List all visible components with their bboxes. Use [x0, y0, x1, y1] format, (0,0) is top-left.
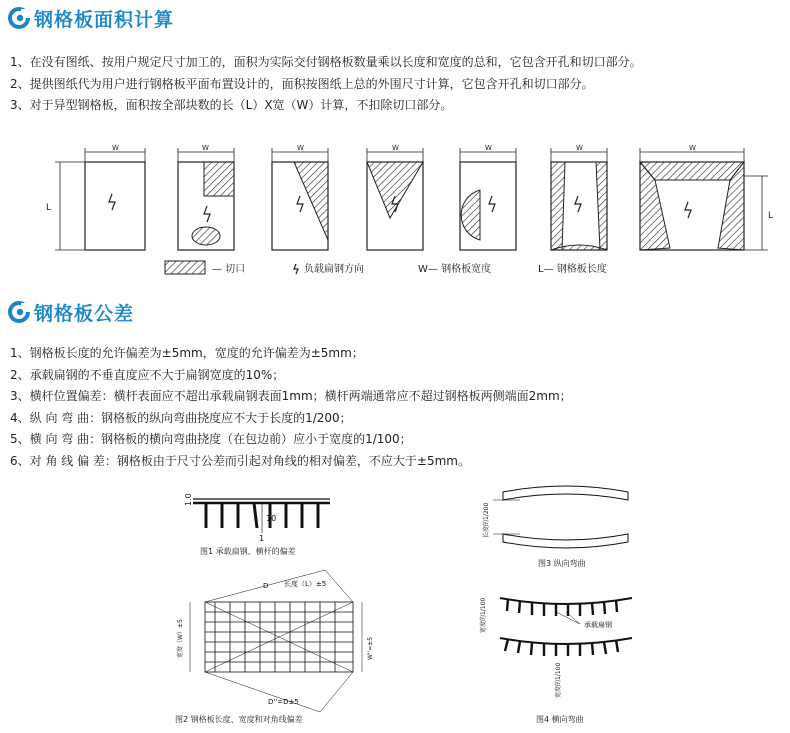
section-title: 钢格板面积计算 — [34, 8, 175, 31]
legend-cut: — 切口 — [212, 264, 246, 275]
list-item: 2、承载扁钢的不垂直度应不大于扁钢宽度的10%； — [10, 367, 285, 382]
list-item: 5、横 向 弯 曲：钢格板的横向弯曲挠度（在包边前）应小于宽度的1/100； — [10, 432, 412, 446]
figure-caption: 图4 横向弯曲 — [536, 715, 584, 724]
w-label: W — [202, 144, 209, 152]
tolerance-rules-list — [10, 343, 572, 472]
area-diagram — [0, 140, 790, 280]
fig2-label: D — [263, 582, 269, 590]
section-heading-area — [8, 4, 174, 32]
fig1-label: 1.0 — [184, 493, 193, 506]
l-label: L — [768, 211, 774, 221]
figure-1 — [193, 499, 330, 533]
fig4-label: 承载扁钢 — [584, 621, 612, 629]
area-rules-list — [10, 52, 642, 117]
brand-logo-icon — [8, 301, 30, 323]
brand-logo-icon — [8, 7, 30, 29]
list-item: 1、钢格板长度的允许偏差为±5mm，宽度的允许偏差为±5mm； — [10, 346, 364, 360]
figure-caption: 图1 承载扁钢、横杆的偏差 — [200, 547, 296, 556]
w-label: W — [576, 144, 583, 152]
section-title: 钢格板公差 — [34, 302, 135, 325]
w-label: W — [297, 144, 304, 152]
w-label: W — [689, 144, 696, 152]
figure-2 — [190, 570, 362, 712]
fig2-label: D''=D±5 — [268, 698, 299, 706]
fig1-label: 1 — [259, 534, 265, 543]
w-label: W — [112, 144, 119, 152]
fig4-label: 宽度的1/100 — [480, 597, 487, 633]
w-label: W — [485, 144, 492, 152]
fig1-label: 10 — [266, 514, 277, 523]
list-item: 2、提供图纸代为用户进行钢格板平面布置设计的，面积按图纸上总的外围尺寸计算，它包含开孔和切口部分。 — [10, 76, 594, 91]
fig4-label: 宽度的1/100 — [555, 662, 562, 698]
list-item: 3、横杆位置偏差：横杆表面应不超出承载扁钢表面1mm；横杆两端通常应不超过钢格板两侧端面2mm； — [10, 389, 572, 403]
legend-length: L— 钢格板长度 — [538, 264, 607, 275]
l-label: L — [46, 203, 52, 213]
figure-4 — [500, 598, 632, 656]
fig3-label: 长度的1/200 — [483, 502, 490, 538]
section-heading-area — [8, 298, 134, 326]
w-label: W — [392, 144, 399, 152]
list-item: 3、对于异型钢格板，面积按全部块数的长（L）X宽（W）计算，不扣除切口部分。 — [10, 98, 453, 112]
figure-3 — [493, 486, 628, 548]
legend-width: W— 钢格板宽度 — [418, 264, 492, 275]
figure-caption: 图2 钢格板长度、宽度和对角线偏差 — [175, 715, 303, 724]
tolerance-figures — [0, 478, 790, 733]
list-item: 1、在没有图纸、按用户规定尺寸加工的，面积为实际交付钢格板数量乘以长度和宽度的总和，它包含开孔和切口部分。 — [10, 55, 642, 69]
legend-cut-swatch — [165, 261, 205, 274]
load-arrow-icon — [294, 264, 298, 274]
figure-caption: 图3 纵向弯曲 — [538, 559, 586, 568]
list-item: 6、对 角 线 偏 差：钢格板由于尺寸公差而引起对角线的相对偏差，不应大于±5mm。 — [10, 453, 470, 468]
fig2-label: 长度（L）±5 — [284, 580, 327, 588]
list-item: 4、纵 向 弯 曲：钢格板的纵向弯曲挠度应不大于长度的1/200； — [10, 410, 352, 425]
legend-load: 负载扁钢方向 — [304, 264, 364, 275]
fig2-label: 宽度（W）±5 — [177, 619, 184, 658]
fig2-label: W''=±5 — [367, 636, 374, 660]
